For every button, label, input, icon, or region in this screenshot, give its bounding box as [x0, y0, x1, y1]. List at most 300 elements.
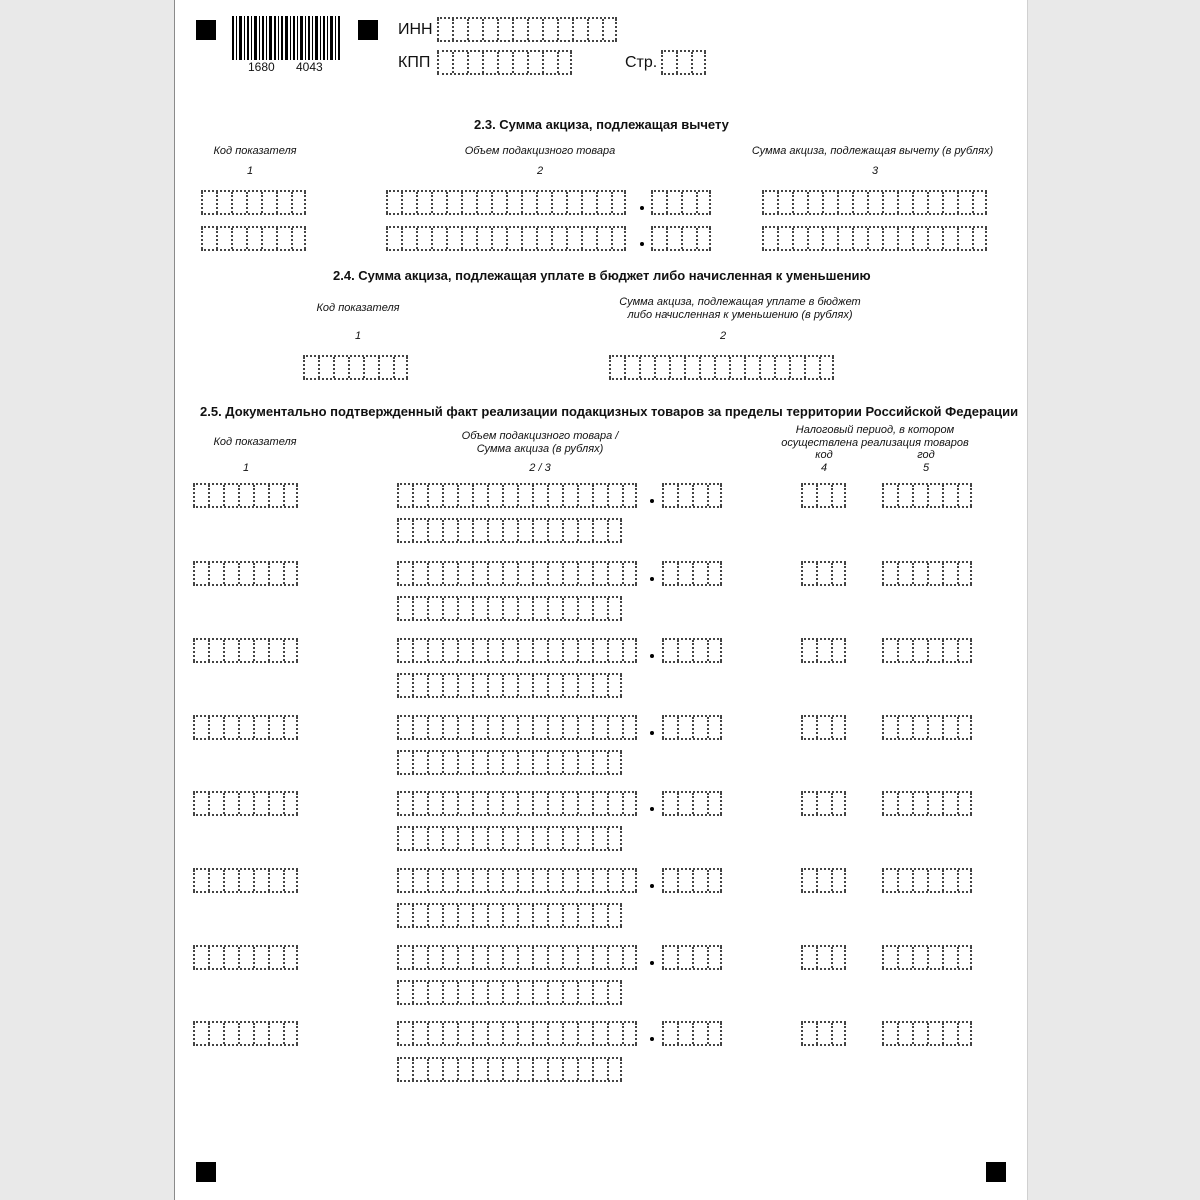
char-cell[interactable] [216, 228, 231, 249]
char-cell[interactable] [547, 870, 562, 891]
char-cell[interactable] [542, 19, 557, 40]
char-cell[interactable] [577, 717, 592, 738]
char-cell[interactable] [502, 640, 517, 661]
char-cell[interactable] [442, 752, 457, 773]
char-cell[interactable] [521, 192, 536, 213]
char-cell[interactable] [762, 228, 777, 249]
char-cell[interactable] [512, 52, 527, 73]
char-cell[interactable] [912, 228, 927, 249]
char-cell[interactable] [622, 870, 637, 891]
char-cell[interactable] [816, 947, 831, 968]
char-cell[interactable] [547, 1059, 562, 1080]
section-2-3-row2-volume-frac-field[interactable] [651, 226, 711, 251]
char-cell[interactable] [401, 228, 416, 249]
char-cell[interactable] [622, 947, 637, 968]
char-cell[interactable] [581, 192, 596, 213]
section-2-5-row5-volume-int-field[interactable] [397, 791, 637, 816]
char-cell[interactable] [759, 357, 774, 378]
char-cell[interactable] [577, 752, 592, 773]
char-cell[interactable] [897, 640, 912, 661]
char-cell[interactable] [562, 1059, 577, 1080]
char-cell[interactable] [822, 192, 837, 213]
char-cell[interactable] [831, 870, 846, 891]
char-cell[interactable] [502, 905, 517, 926]
char-cell[interactable] [517, 793, 532, 814]
char-cell[interactable] [816, 1023, 831, 1044]
char-cell[interactable] [238, 870, 253, 891]
char-cell[interactable] [193, 793, 208, 814]
section-2-5-row7-volume-int-field[interactable] [397, 945, 637, 970]
char-cell[interactable] [472, 563, 487, 584]
char-cell[interactable] [193, 870, 208, 891]
char-cell[interactable] [283, 947, 298, 968]
char-cell[interactable] [482, 52, 497, 73]
char-cell[interactable] [622, 485, 637, 506]
char-cell[interactable] [442, 828, 457, 849]
char-cell[interactable] [491, 192, 506, 213]
char-cell[interactable] [457, 485, 472, 506]
char-cell[interactable] [831, 793, 846, 814]
char-cell[interactable] [592, 793, 607, 814]
char-cell[interactable] [193, 1023, 208, 1044]
char-cell[interactable] [897, 563, 912, 584]
section-2-5-row3-period-code-field[interactable] [801, 638, 846, 663]
char-cell[interactable] [527, 52, 542, 73]
char-cell[interactable] [487, 485, 502, 506]
char-cell[interactable] [208, 485, 223, 506]
char-cell[interactable] [532, 905, 547, 926]
char-cell[interactable] [699, 357, 714, 378]
char-cell[interactable] [577, 563, 592, 584]
char-cell[interactable] [562, 640, 577, 661]
char-cell[interactable] [238, 485, 253, 506]
char-cell[interactable] [378, 357, 393, 378]
char-cell[interactable] [487, 905, 502, 926]
char-cell[interactable] [412, 485, 427, 506]
char-cell[interactable] [412, 520, 427, 541]
char-cell[interactable] [457, 717, 472, 738]
section-2-5-row4-volume-frac-field[interactable] [662, 715, 722, 740]
page-number-field[interactable] [661, 50, 706, 75]
char-cell[interactable] [442, 675, 457, 696]
char-cell[interactable] [551, 228, 566, 249]
char-cell[interactable] [562, 598, 577, 619]
char-cell[interactable] [807, 192, 822, 213]
char-cell[interactable] [427, 1023, 442, 1044]
char-cell[interactable] [677, 485, 692, 506]
char-cell[interactable] [457, 1059, 472, 1080]
section-2-5-row2-code-field[interactable] [193, 561, 298, 586]
char-cell[interactable] [208, 563, 223, 584]
char-cell[interactable] [897, 870, 912, 891]
char-cell[interactable] [401, 192, 416, 213]
char-cell[interactable] [707, 640, 722, 661]
char-cell[interactable] [707, 485, 722, 506]
char-cell[interactable] [457, 947, 472, 968]
section-2-5-row2-sum-field[interactable] [397, 596, 622, 621]
char-cell[interactable] [283, 1023, 298, 1044]
char-cell[interactable] [816, 870, 831, 891]
char-cell[interactable] [472, 947, 487, 968]
char-cell[interactable] [517, 485, 532, 506]
char-cell[interactable] [427, 752, 442, 773]
char-cell[interactable] [957, 870, 972, 891]
char-cell[interactable] [587, 19, 602, 40]
char-cell[interactable] [536, 228, 551, 249]
char-cell[interactable] [437, 52, 452, 73]
char-cell[interactable] [611, 192, 626, 213]
char-cell[interactable] [472, 717, 487, 738]
section-2-5-row7-period-code-field[interactable] [801, 945, 846, 970]
char-cell[interactable] [472, 905, 487, 926]
char-cell[interactable] [557, 19, 572, 40]
char-cell[interactable] [654, 357, 669, 378]
char-cell[interactable] [472, 485, 487, 506]
char-cell[interactable] [517, 675, 532, 696]
char-cell[interactable] [457, 828, 472, 849]
char-cell[interactable] [692, 870, 707, 891]
char-cell[interactable] [852, 228, 867, 249]
char-cell[interactable] [912, 717, 927, 738]
section-2-5-row5-sum-field[interactable] [397, 826, 622, 851]
char-cell[interactable] [912, 192, 927, 213]
char-cell[interactable] [592, 563, 607, 584]
section-2-3-row2-sum-field[interactable] [762, 226, 987, 251]
char-cell[interactable] [412, 793, 427, 814]
char-cell[interactable] [517, 870, 532, 891]
char-cell[interactable] [276, 228, 291, 249]
char-cell[interactable] [517, 640, 532, 661]
char-cell[interactable] [532, 598, 547, 619]
section-2-5-row8-period-code-field[interactable] [801, 1021, 846, 1046]
char-cell[interactable] [684, 357, 699, 378]
char-cell[interactable] [607, 1059, 622, 1080]
char-cell[interactable] [517, 717, 532, 738]
char-cell[interactable] [253, 793, 268, 814]
char-cell[interactable] [216, 192, 231, 213]
char-cell[interactable] [622, 563, 637, 584]
section-2-5-row5-period-year-field[interactable] [882, 791, 972, 816]
char-cell[interactable] [487, 598, 502, 619]
char-cell[interactable] [609, 357, 624, 378]
section-2-5-row5-volume-frac-field[interactable] [662, 791, 722, 816]
char-cell[interactable] [472, 793, 487, 814]
char-cell[interactable] [527, 19, 542, 40]
char-cell[interactable] [467, 52, 482, 73]
char-cell[interactable] [957, 228, 972, 249]
char-cell[interactable] [592, 485, 607, 506]
section-2-5-row6-volume-frac-field[interactable] [662, 868, 722, 893]
char-cell[interactable] [472, 675, 487, 696]
section-2-5-row4-period-year-field[interactable] [882, 715, 972, 740]
char-cell[interactable] [882, 640, 897, 661]
section-2-5-row8-code-field[interactable] [193, 1021, 298, 1046]
char-cell[interactable] [268, 640, 283, 661]
char-cell[interactable] [897, 1023, 912, 1044]
char-cell[interactable] [517, 1059, 532, 1080]
char-cell[interactable] [547, 905, 562, 926]
char-cell[interactable] [927, 563, 942, 584]
char-cell[interactable] [283, 793, 298, 814]
char-cell[interactable] [692, 485, 707, 506]
char-cell[interactable] [512, 19, 527, 40]
char-cell[interactable] [831, 717, 846, 738]
char-cell[interactable] [592, 598, 607, 619]
char-cell[interactable] [592, 640, 607, 661]
char-cell[interactable] [831, 485, 846, 506]
char-cell[interactable] [431, 192, 446, 213]
section-2-3-row1-volume-frac-field[interactable] [651, 190, 711, 215]
char-cell[interactable] [223, 793, 238, 814]
char-cell[interactable] [912, 947, 927, 968]
char-cell[interactable] [677, 947, 692, 968]
section-2-5-row2-period-year-field[interactable] [882, 561, 972, 586]
char-cell[interactable] [532, 982, 547, 1003]
char-cell[interactable] [562, 717, 577, 738]
char-cell[interactable] [837, 192, 852, 213]
char-cell[interactable] [562, 520, 577, 541]
char-cell[interactable] [551, 192, 566, 213]
char-cell[interactable] [662, 1023, 677, 1044]
char-cell[interactable] [193, 640, 208, 661]
char-cell[interactable] [677, 640, 692, 661]
section-2-3-row1-sum-field[interactable] [762, 190, 987, 215]
char-cell[interactable] [223, 870, 238, 891]
char-cell[interactable] [557, 52, 572, 73]
char-cell[interactable] [882, 870, 897, 891]
char-cell[interactable] [957, 1023, 972, 1044]
char-cell[interactable] [607, 640, 622, 661]
char-cell[interactable] [957, 563, 972, 584]
char-cell[interactable] [457, 752, 472, 773]
char-cell[interactable] [592, 752, 607, 773]
char-cell[interactable] [852, 192, 867, 213]
char-cell[interactable] [972, 228, 987, 249]
char-cell[interactable] [532, 828, 547, 849]
section-2-5-row4-volume-int-field[interactable] [397, 715, 637, 740]
char-cell[interactable] [744, 357, 759, 378]
char-cell[interactable] [276, 192, 291, 213]
char-cell[interactable] [792, 228, 807, 249]
char-cell[interactable] [607, 793, 622, 814]
char-cell[interactable] [607, 905, 622, 926]
char-cell[interactable] [397, 1023, 412, 1044]
section-2-5-row3-period-year-field[interactable] [882, 638, 972, 663]
char-cell[interactable] [651, 192, 666, 213]
char-cell[interactable] [562, 1023, 577, 1044]
char-cell[interactable] [547, 947, 562, 968]
char-cell[interactable] [592, 675, 607, 696]
char-cell[interactable] [283, 563, 298, 584]
section-2-5-row7-code-field[interactable] [193, 945, 298, 970]
char-cell[interactable] [412, 982, 427, 1003]
char-cell[interactable] [547, 563, 562, 584]
char-cell[interactable] [397, 675, 412, 696]
section-2-3-row1-volume-int-field[interactable] [386, 190, 626, 215]
char-cell[interactable] [442, 520, 457, 541]
char-cell[interactable] [487, 947, 502, 968]
char-cell[interactable] [607, 752, 622, 773]
section-2-5-row7-volume-frac-field[interactable] [662, 945, 722, 970]
char-cell[interactable] [831, 563, 846, 584]
char-cell[interactable] [816, 563, 831, 584]
char-cell[interactable] [223, 563, 238, 584]
char-cell[interactable] [487, 563, 502, 584]
char-cell[interactable] [707, 1023, 722, 1044]
char-cell[interactable] [661, 52, 676, 73]
char-cell[interactable] [942, 640, 957, 661]
char-cell[interactable] [491, 228, 506, 249]
section-2-5-row1-period-code-field[interactable] [801, 483, 846, 508]
char-cell[interactable] [882, 793, 897, 814]
char-cell[interactable] [397, 520, 412, 541]
char-cell[interactable] [927, 228, 942, 249]
section-2-3-row1-code-field[interactable] [201, 190, 306, 215]
char-cell[interactable] [942, 485, 957, 506]
char-cell[interactable] [897, 793, 912, 814]
char-cell[interactable] [577, 870, 592, 891]
char-cell[interactable] [867, 192, 882, 213]
char-cell[interactable] [502, 947, 517, 968]
char-cell[interactable] [268, 485, 283, 506]
char-cell[interactable] [476, 228, 491, 249]
char-cell[interactable] [562, 563, 577, 584]
char-cell[interactable] [268, 947, 283, 968]
char-cell[interactable] [487, 640, 502, 661]
char-cell[interactable] [927, 947, 942, 968]
char-cell[interactable] [547, 717, 562, 738]
char-cell[interactable] [502, 717, 517, 738]
char-cell[interactable] [692, 640, 707, 661]
char-cell[interactable] [487, 1059, 502, 1080]
section-2-5-row2-volume-frac-field[interactable] [662, 561, 722, 586]
char-cell[interactable] [691, 52, 706, 73]
section-2-5-row8-sum-field[interactable] [397, 1057, 622, 1082]
char-cell[interactable] [669, 357, 684, 378]
char-cell[interactable] [532, 870, 547, 891]
section-2-5-row3-sum-field[interactable] [397, 673, 622, 698]
char-cell[interactable] [253, 1023, 268, 1044]
char-cell[interactable] [651, 228, 666, 249]
char-cell[interactable] [223, 947, 238, 968]
char-cell[interactable] [532, 485, 547, 506]
char-cell[interactable] [816, 793, 831, 814]
char-cell[interactable] [581, 228, 596, 249]
section-2-5-row4-period-code-field[interactable] [801, 715, 846, 740]
char-cell[interactable] [253, 717, 268, 738]
char-cell[interactable] [502, 1059, 517, 1080]
char-cell[interactable] [607, 520, 622, 541]
char-cell[interactable] [662, 717, 677, 738]
char-cell[interactable] [442, 947, 457, 968]
section-2-5-row6-period-code-field[interactable] [801, 868, 846, 893]
char-cell[interactable] [457, 598, 472, 619]
char-cell[interactable] [942, 947, 957, 968]
char-cell[interactable] [497, 52, 512, 73]
char-cell[interactable] [831, 947, 846, 968]
char-cell[interactable] [476, 192, 491, 213]
char-cell[interactable] [662, 870, 677, 891]
char-cell[interactable] [696, 228, 711, 249]
char-cell[interactable] [692, 793, 707, 814]
section-2-5-row6-period-year-field[interactable] [882, 868, 972, 893]
char-cell[interactable] [412, 947, 427, 968]
char-cell[interactable] [801, 563, 816, 584]
char-cell[interactable] [397, 1059, 412, 1080]
char-cell[interactable] [819, 357, 834, 378]
char-cell[interactable] [457, 905, 472, 926]
char-cell[interactable] [882, 192, 897, 213]
char-cell[interactable] [942, 192, 957, 213]
char-cell[interactable] [532, 717, 547, 738]
char-cell[interactable] [942, 870, 957, 891]
char-cell[interactable] [677, 1023, 692, 1044]
char-cell[interactable] [882, 485, 897, 506]
char-cell[interactable] [927, 717, 942, 738]
char-cell[interactable] [607, 675, 622, 696]
char-cell[interactable] [762, 192, 777, 213]
char-cell[interactable] [566, 192, 581, 213]
char-cell[interactable] [412, 870, 427, 891]
char-cell[interactable] [268, 793, 283, 814]
char-cell[interactable] [592, 1023, 607, 1044]
char-cell[interactable] [607, 982, 622, 1003]
char-cell[interactable] [397, 870, 412, 891]
char-cell[interactable] [831, 1023, 846, 1044]
kpp-field[interactable] [437, 50, 572, 75]
char-cell[interactable] [457, 982, 472, 1003]
char-cell[interactable] [497, 19, 512, 40]
char-cell[interactable] [562, 752, 577, 773]
char-cell[interactable] [208, 793, 223, 814]
char-cell[interactable] [542, 52, 557, 73]
char-cell[interactable] [714, 357, 729, 378]
char-cell[interactable] [442, 598, 457, 619]
char-cell[interactable] [681, 192, 696, 213]
char-cell[interactable] [487, 675, 502, 696]
char-cell[interactable] [502, 598, 517, 619]
section-2-5-row8-volume-int-field[interactable] [397, 1021, 637, 1046]
char-cell[interactable] [927, 485, 942, 506]
char-cell[interactable] [547, 598, 562, 619]
char-cell[interactable] [801, 640, 816, 661]
char-cell[interactable] [927, 640, 942, 661]
char-cell[interactable] [386, 192, 401, 213]
char-cell[interactable] [547, 828, 562, 849]
char-cell[interactable] [431, 228, 446, 249]
char-cell[interactable] [927, 793, 942, 814]
char-cell[interactable] [472, 1023, 487, 1044]
char-cell[interactable] [822, 228, 837, 249]
char-cell[interactable] [397, 640, 412, 661]
char-cell[interactable] [801, 870, 816, 891]
char-cell[interactable] [223, 640, 238, 661]
char-cell[interactable] [607, 598, 622, 619]
char-cell[interactable] [457, 563, 472, 584]
char-cell[interactable] [487, 793, 502, 814]
char-cell[interactable] [532, 675, 547, 696]
char-cell[interactable] [957, 717, 972, 738]
section-2-5-row6-code-field[interactable] [193, 868, 298, 893]
char-cell[interactable] [472, 752, 487, 773]
char-cell[interactable] [607, 563, 622, 584]
char-cell[interactable] [517, 905, 532, 926]
char-cell[interactable] [472, 520, 487, 541]
char-cell[interactable] [442, 793, 457, 814]
char-cell[interactable] [397, 717, 412, 738]
section-2-4-sum-field[interactable] [609, 355, 834, 380]
char-cell[interactable] [611, 228, 626, 249]
